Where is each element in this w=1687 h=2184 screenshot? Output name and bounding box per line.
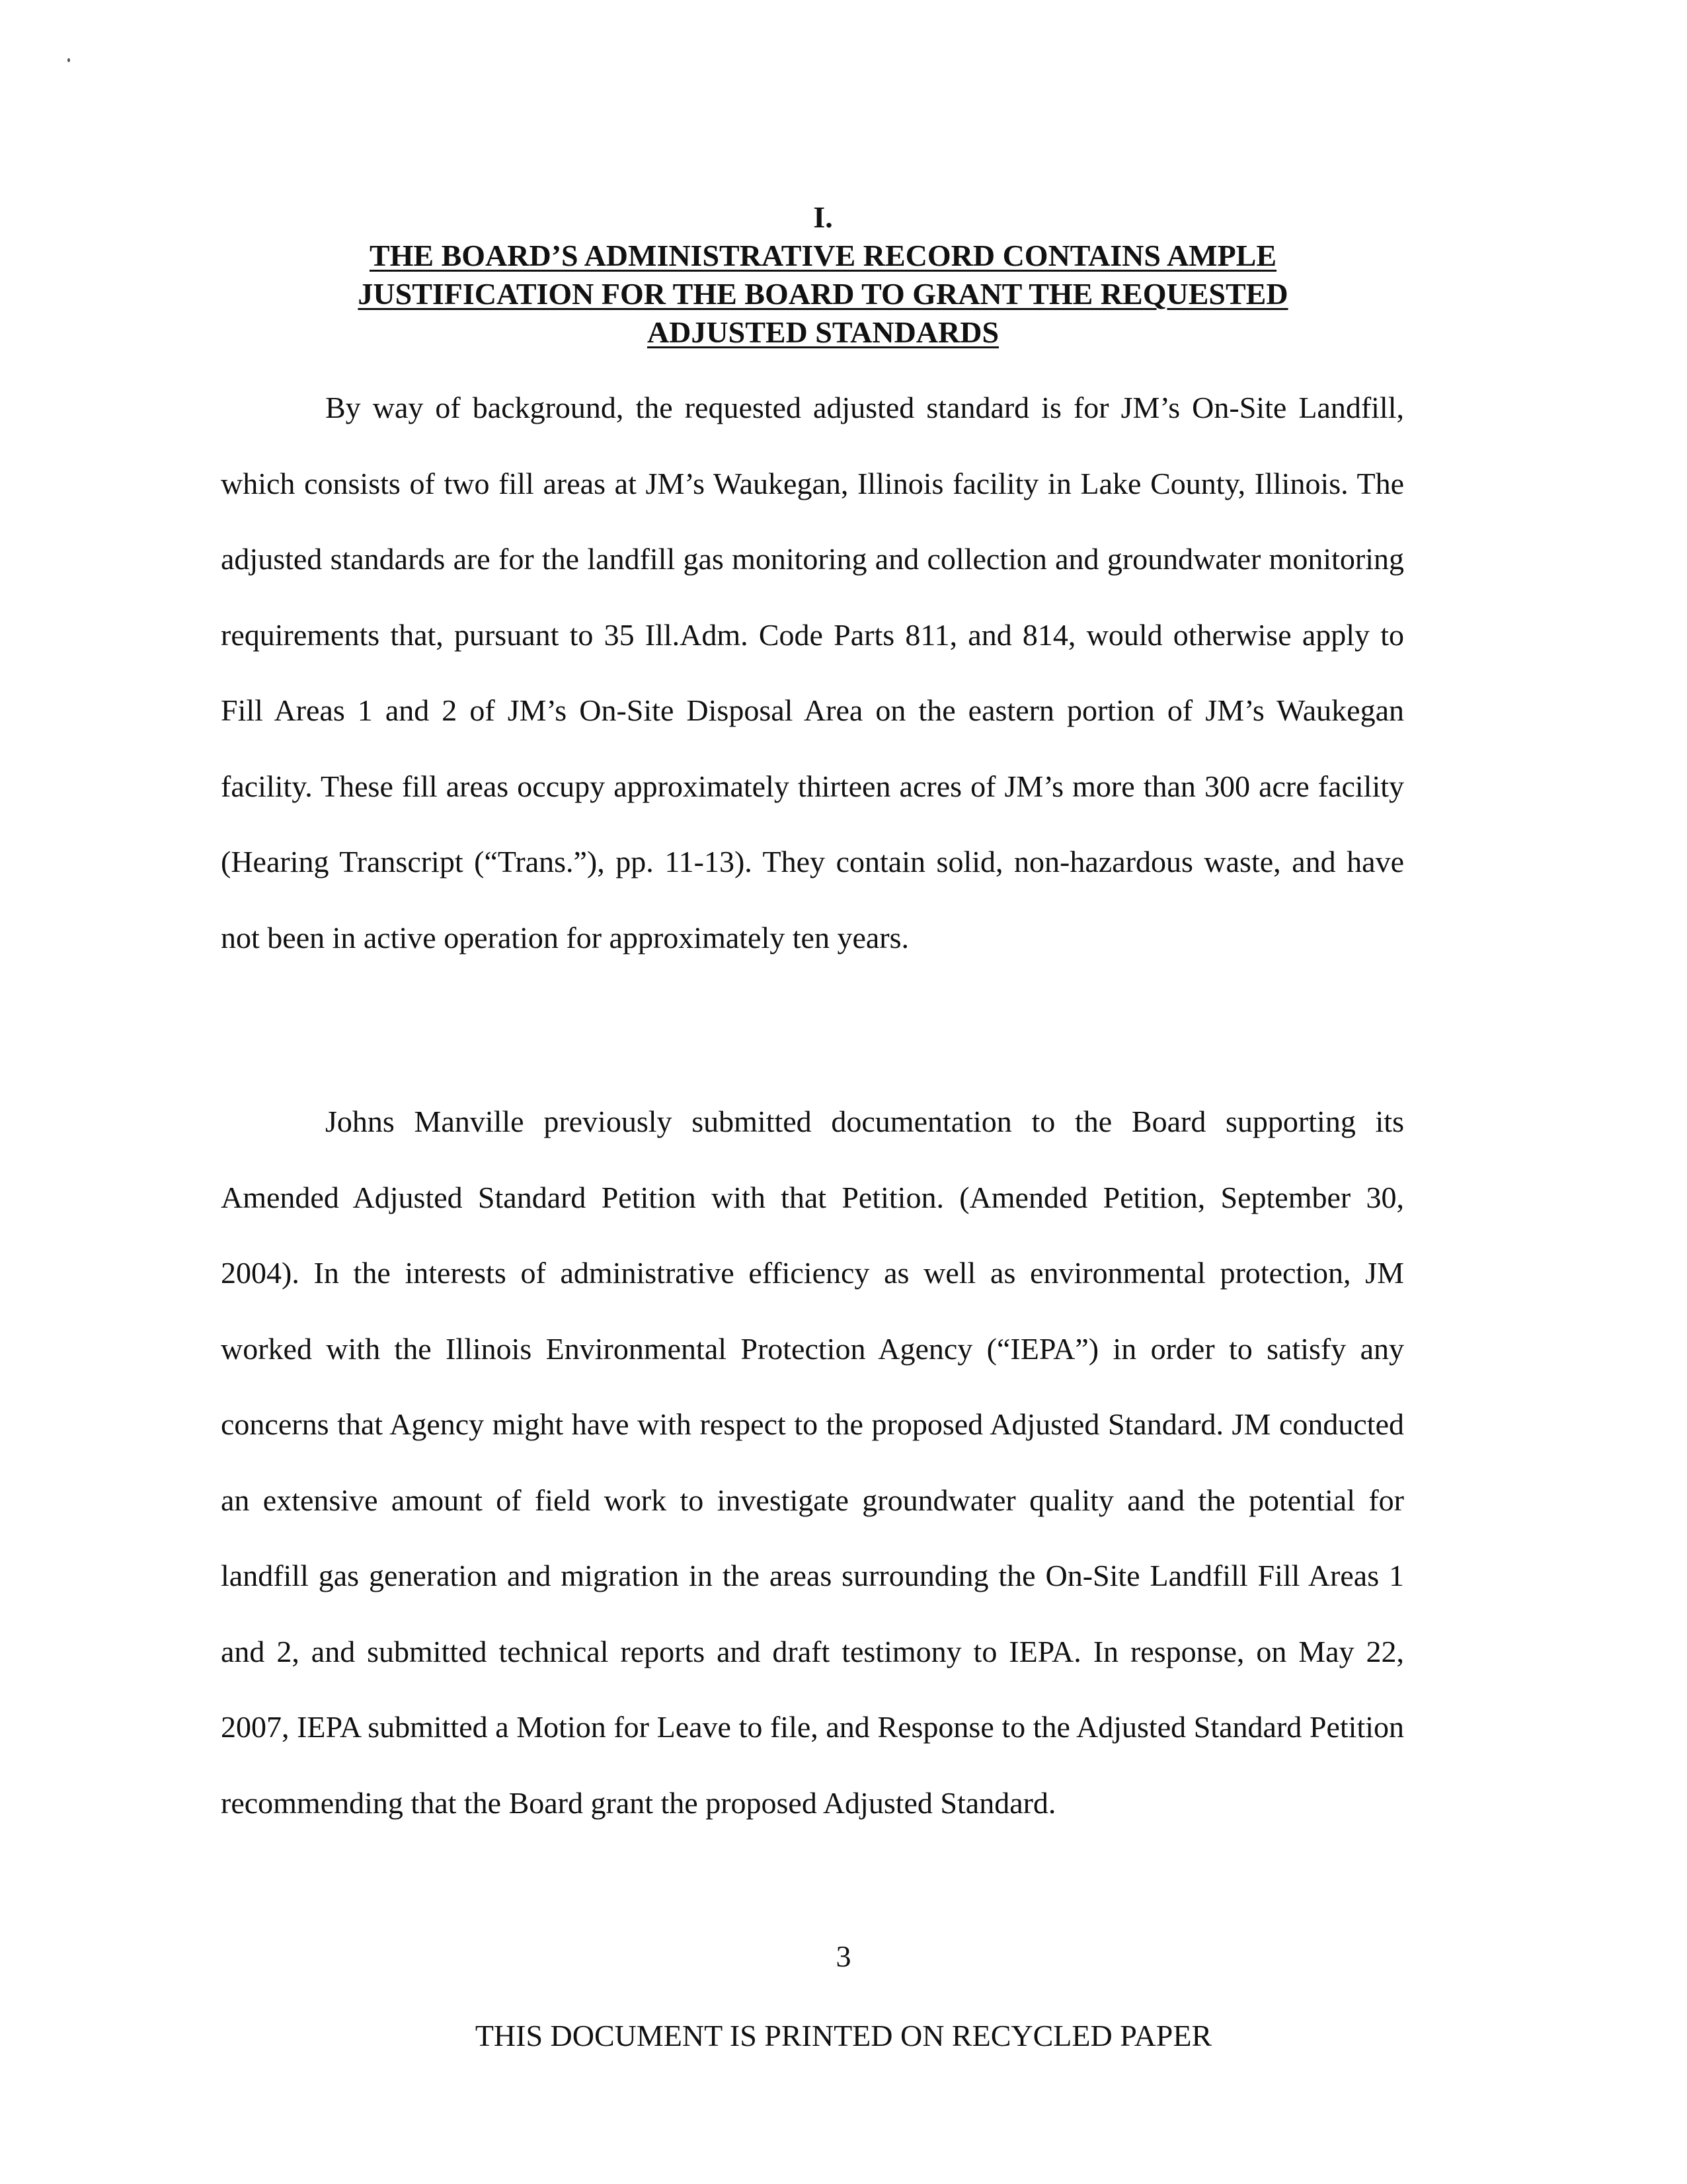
section-numeral: I.: [813, 200, 833, 234]
scan-speck: [67, 58, 70, 62]
section-title-line-1: THE BOARD’S ADMINISTRATIVE RECORD CONTAINS AMPLE: [369, 239, 1277, 272]
section-title-line-3: ADJUSTED STANDARDS: [647, 315, 1000, 349]
section-title-line-2: JUSTIFICATION FOR THE BOARD TO GRANT THE REQUESTED: [358, 277, 1288, 311]
body-paragraph-background: By way of background, the requested adjusted standard is for JM’s On-Site Landfill, which consists of two fill areas at JM’s Waukegan, Illinois facility in Lake County, Illinois. The adjusted standards are for the landfill gas monitoring and collection and groundwater monitoring requirements that, pursuant to 35 Ill.Adm. Code Parts 811, and 814, would otherwise apply to Fill Areas 1 and 2 of JM’s On-Site Disposal Area on the eastern portion of JM’s Waukegan facility. These fill areas occupy approximately thirteen acres of JM’s more than 300 acre facility (Hearing Transcript (“Trans.”), pp. 11-13). They contain solid, non-hazardous waste, and have not been in active operation for approximately ten years.: [221, 391, 1404, 955]
recycled-paper-footer: THIS DOCUMENT IS PRINTED ON RECYCLED PAPER: [475, 2019, 1212, 2052]
section-heading: [198, 198, 1448, 352]
page-number: 3: [836, 1939, 851, 1973]
body-paragraph-documentation: Johns Manville previously submitted documentation to the Board supporting its Amended Adjusted Standard Petition with that Petition. (Amended Petition, September 30, 2004). In the interests of administrative efficiency as well as environmental protection, JM worked with the Illinois Environmental Protection Agency (“IEPA”) in order to satisfy any concerns that Agency might have with respect to the proposed Adjusted Standard. JM conducted an extensive amount of field work to investigate groundwater quality aand the potential for landfill gas generation and migration in the areas surrounding the On-Site Landfill Fill Areas 1 and 2, and submitted technical reports and draft testimony to IEPA. In response, on May 22, 2007, IEPA submitted a Motion for Leave to file, and Response to the Adjusted Standard Petition recommending that the Board grant the proposed Adjusted Standard.: [221, 1105, 1404, 1820]
